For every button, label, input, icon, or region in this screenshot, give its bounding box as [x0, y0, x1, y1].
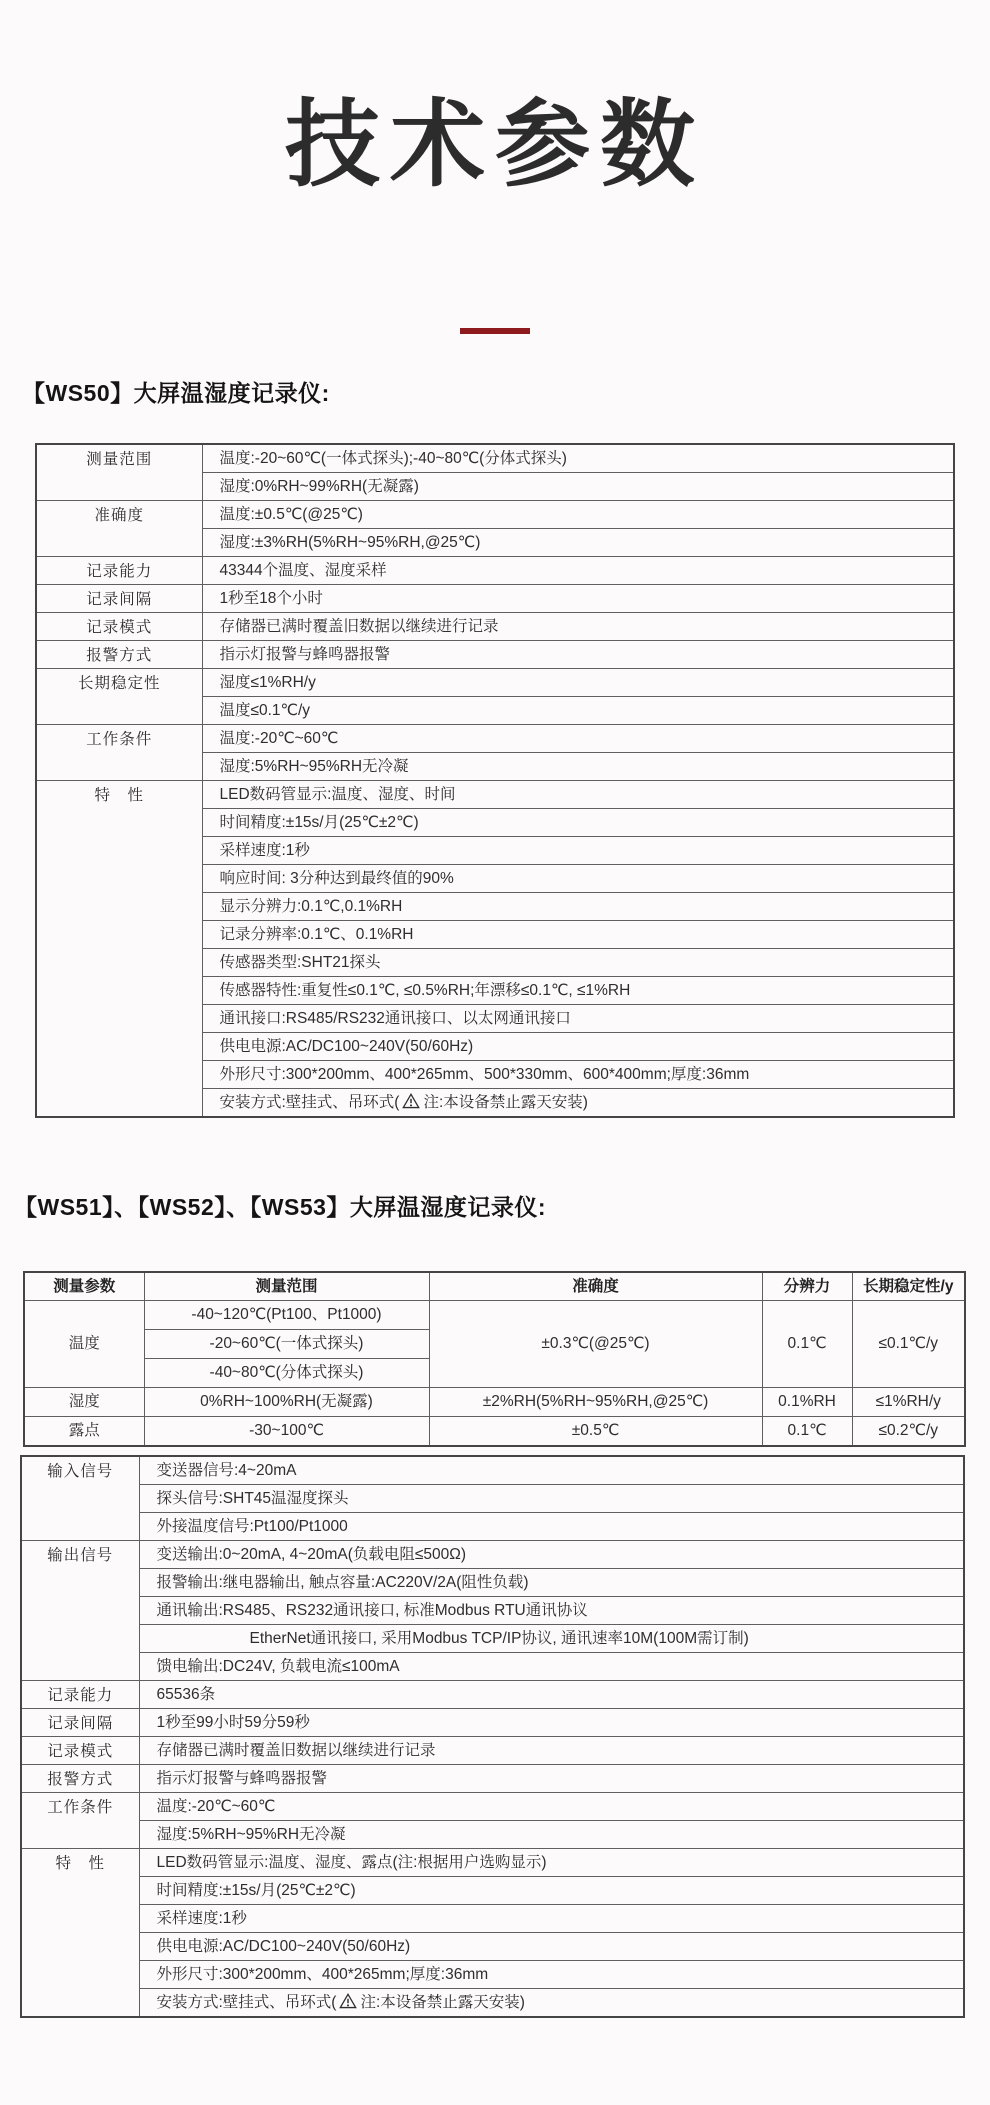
table-row	[21, 1568, 964, 1596]
table-row	[21, 1596, 964, 1624]
row-label: 工作条件	[21, 1792, 139, 1848]
column-header: 准确度	[429, 1272, 762, 1301]
cell-text: 安装方式:壁挂式、吊环式(	[156, 1993, 337, 2011]
cell-value: 通讯输出:RS485、RS232通讯接口, 标准Modbus RTU通讯协议	[139, 1596, 964, 1624]
row-label: 记录能力	[36, 556, 202, 584]
ws51-53-spec-table	[20, 1455, 965, 2018]
cell-value: 存储器已满时覆盖旧数据以继续进行记录	[139, 1736, 964, 1764]
table-row	[21, 1876, 964, 1904]
cell-value: 65536条	[139, 1680, 964, 1708]
row-label: 湿度	[24, 1388, 144, 1417]
cell-value: 探头信号:SHT45温湿度探头	[139, 1484, 964, 1512]
cell-value: -30~100℃	[144, 1417, 429, 1446]
column-header: 测量参数	[24, 1272, 144, 1301]
cell-value: 指示灯报警与蜂鸣器报警	[139, 1764, 964, 1792]
cell-value: 采样速度:1秒	[139, 1904, 964, 1932]
row-label: 报警方式	[21, 1764, 139, 1792]
table-row	[36, 556, 954, 584]
row-label: 记录间隔	[21, 1708, 139, 1736]
table-row	[21, 1736, 964, 1764]
cell-value: 湿度≤1%RH/y	[202, 668, 954, 696]
table-row	[21, 1932, 964, 1960]
table-row	[24, 1301, 965, 1330]
title-divider	[460, 328, 530, 334]
table-row	[21, 1512, 964, 1540]
table-row	[21, 1540, 964, 1568]
warning-triangle-icon	[339, 1993, 357, 2009]
table-row	[36, 780, 954, 808]
table-row	[36, 668, 954, 696]
table-row	[21, 1624, 964, 1652]
header-row	[24, 1272, 965, 1301]
cell-value: 湿度:5%RH~95%RH无冷凝	[202, 752, 954, 780]
row-label: 特 性	[21, 1848, 139, 2017]
section1-heading: 【WS50】大屏温湿度记录仪:	[22, 379, 330, 406]
cell-value: 供电电源:AC/DC100~240V(50/60Hz)	[139, 1932, 964, 1960]
row-label: 准确度	[36, 500, 202, 556]
cell-value: ±2%RH(5%RH~95%RH,@25℃)	[429, 1388, 762, 1417]
cell-value: ≤0.2℃/y	[852, 1417, 965, 1446]
cell-value: LED数码管显示:温度、湿度、露点(注:根据用户选购显示)	[139, 1848, 964, 1876]
ws51-53-parameter-table	[23, 1271, 966, 1447]
row-label: 记录模式	[21, 1736, 139, 1764]
column-header: 分辨力	[762, 1272, 852, 1301]
row-label: 长期稳定性	[36, 668, 202, 724]
table-row	[21, 1820, 964, 1848]
row-label: 测量范围	[36, 444, 202, 501]
cell-value: 传感器特性:重复性≤0.1℃, ≤0.5%RH;年漂移≤0.1℃, ≤1%RH	[202, 976, 954, 1004]
table-row	[21, 1988, 964, 2017]
table-row	[36, 500, 954, 528]
page-title: 技术参数	[284, 92, 705, 198]
table-row	[21, 1904, 964, 1932]
cell-value: 外接温度信号:Pt100/Pt1000	[139, 1512, 964, 1540]
cell-text: 注:本设备禁止露天安装)	[423, 1093, 588, 1111]
table-row	[21, 1652, 964, 1680]
cell-text: 注:本设备禁止露天安装)	[360, 1993, 525, 2011]
table-row	[21, 1708, 964, 1736]
cell-value: ±0.5℃	[429, 1417, 762, 1446]
table-row	[21, 1848, 964, 1876]
cell-value: 1秒至18个小时	[202, 584, 954, 612]
cell-value: 外形尺寸:300*200mm、400*265mm、500*330mm、600*400mm;厚度:36mm	[202, 1060, 954, 1088]
row-label: 报警方式	[36, 640, 202, 668]
cell-value: -20~60℃(一体式探头)	[144, 1330, 429, 1359]
cell-value: 43344个温度、湿度采样	[202, 556, 954, 584]
cell-value: 记录分辨率:0.1℃、0.1%RH	[202, 920, 954, 948]
table-row	[36, 584, 954, 612]
row-label: 记录能力	[21, 1680, 139, 1708]
cell-value: 变送器信号:4~20mA	[139, 1456, 964, 1485]
warning-triangle-icon	[402, 1093, 420, 1109]
cell-value: 温度:-20℃~60℃	[139, 1792, 964, 1820]
table-row	[21, 1960, 964, 1988]
cell-value: 响应时间: 3分种达到最终值的90%	[202, 864, 954, 892]
table-row	[36, 444, 954, 473]
table-row	[36, 724, 954, 752]
cell-value: 外形尺寸:300*200mm、400*265mm;厚度:36mm	[139, 1960, 964, 1988]
cell-value: 传感器类型:SHT21探头	[202, 948, 954, 976]
table-row	[36, 640, 954, 668]
table-row	[21, 1484, 964, 1512]
cell-value: 0.1℃	[762, 1417, 852, 1446]
section2-heading: 【WS51】、【WS52】、【WS53】大屏温湿度记录仪:	[14, 1193, 547, 1220]
cell-value: 湿度:±3%RH(5%RH~95%RH,@25℃)	[202, 528, 954, 556]
row-label: 输出信号	[21, 1540, 139, 1680]
row-label: 输入信号	[21, 1456, 139, 1541]
cell-value: 报警输出:继电器输出, 触点容量:AC220V/2A(阻性负载)	[139, 1568, 964, 1596]
cell-value: 湿度:5%RH~95%RH无冷凝	[139, 1820, 964, 1848]
cell-value: 时间精度:±15s/月(25℃±2℃)	[202, 808, 954, 836]
cell-value: -40~80℃(分体式探头)	[144, 1359, 429, 1388]
cell-value: 存储器已满时覆盖旧数据以继续进行记录	[202, 612, 954, 640]
ws50-spec-table	[35, 443, 955, 1118]
cell-value: 0.1%RH	[762, 1388, 852, 1417]
cell-value	[202, 1088, 954, 1117]
table-row	[21, 1792, 964, 1820]
cell-value: ≤0.1℃/y	[852, 1301, 965, 1388]
row-label: 记录间隔	[36, 584, 202, 612]
cell-value: 温度:-20~60℃(一体式探头);-40~80℃(分体式探头)	[202, 444, 954, 473]
row-label: 工作条件	[36, 724, 202, 780]
table-row	[21, 1456, 964, 1485]
cell-value: LED数码管显示:温度、湿度、时间	[202, 780, 954, 808]
column-header: 测量范围	[144, 1272, 429, 1301]
table-row	[21, 1764, 964, 1792]
cell-value: 温度:-20℃~60℃	[202, 724, 954, 752]
row-label: 温度	[24, 1301, 144, 1388]
cell-value: 温度≤0.1℃/y	[202, 696, 954, 724]
cell-value: 采样速度:1秒	[202, 836, 954, 864]
cell-value: 湿度:0%RH~99%RH(无凝露)	[202, 472, 954, 500]
cell-value: 1秒至99小时59分59秒	[139, 1708, 964, 1736]
row-label: 露点	[24, 1417, 144, 1446]
row-label: 特 性	[36, 780, 202, 1117]
cell-value: 通讯接口:RS485/RS232通讯接口、以太网通讯接口	[202, 1004, 954, 1032]
table-row	[36, 612, 954, 640]
cell-value: 变送输出:0~20mA, 4~20mA(负载电阻≤500Ω)	[139, 1540, 964, 1568]
cell-value: ±0.3℃(@25℃)	[429, 1301, 762, 1388]
cell-value: 供电电源:AC/DC100~240V(50/60Hz)	[202, 1032, 954, 1060]
column-header: 长期稳定性/y	[852, 1272, 965, 1301]
cell-value: 0%RH~100%RH(无凝露)	[144, 1388, 429, 1417]
cell-value: 时间精度:±15s/月(25℃±2℃)	[139, 1876, 964, 1904]
cell-value: 馈电输出:DC24V, 负载电流≤100mA	[139, 1652, 964, 1680]
table-row	[21, 1680, 964, 1708]
cell-value: 显示分辨力:0.1℃,0.1%RH	[202, 892, 954, 920]
cell-value: 温度:±0.5℃(@25℃)	[202, 500, 954, 528]
cell-value	[139, 1988, 964, 2017]
table-row	[24, 1388, 965, 1417]
table-row	[24, 1417, 965, 1446]
cell-value: -40~120℃(Pt100、Pt1000)	[144, 1301, 429, 1330]
cell-text: 安装方式:壁挂式、吊环式(	[219, 1093, 400, 1111]
cell-value: EtherNet通讯接口, 采用Modbus TCP/IP协议, 通讯速率10M(100M需订制)	[139, 1624, 964, 1652]
cell-value: 指示灯报警与蜂鸣器报警	[202, 640, 954, 668]
cell-value: 0.1℃	[762, 1301, 852, 1388]
cell-value: ≤1%RH/y	[852, 1388, 965, 1417]
row-label: 记录模式	[36, 612, 202, 640]
